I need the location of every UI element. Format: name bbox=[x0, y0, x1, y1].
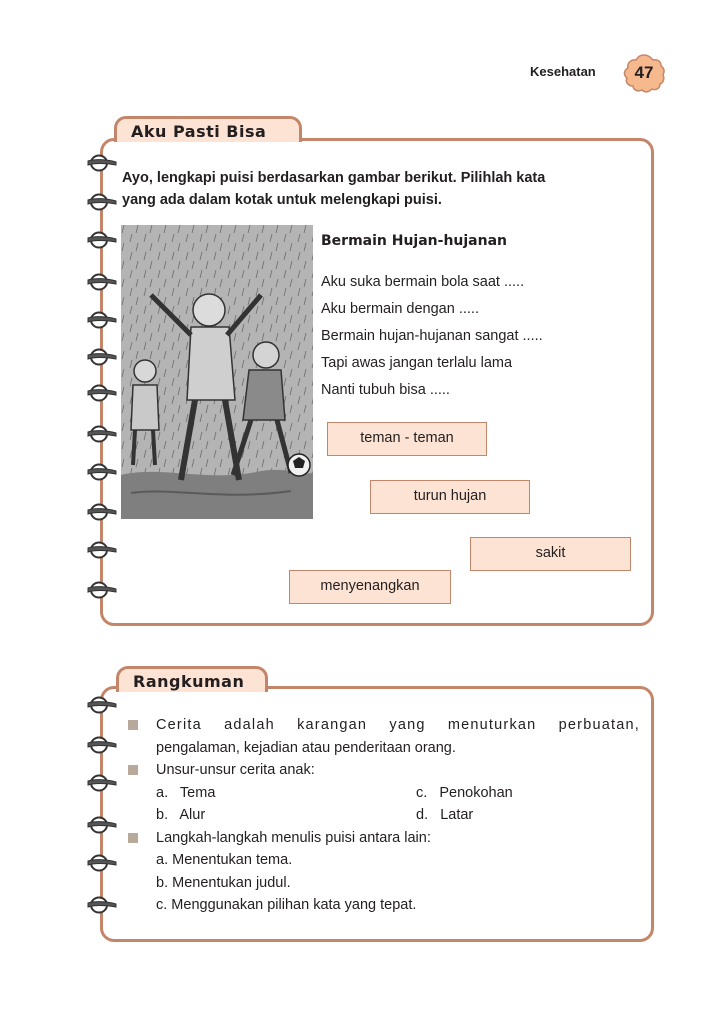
summary-item bbox=[128, 827, 640, 917]
binder-ring-icon bbox=[86, 462, 118, 482]
page-number: 47 bbox=[634, 63, 654, 82]
story-elements-row bbox=[156, 782, 640, 805]
instruction-line: yang ada dalam kotak untuk melengkapi puisi. bbox=[122, 192, 442, 208]
summary-item bbox=[128, 759, 640, 827]
binder-ring-icon bbox=[86, 580, 118, 600]
poem-body bbox=[321, 269, 543, 404]
poem-line: Aku suka bermain bola saat ..... bbox=[321, 274, 525, 290]
element-letter: d. bbox=[416, 807, 429, 823]
poem-step: a. Menentukan tema. bbox=[156, 852, 293, 868]
word-choice-box[interactable]: teman - teman bbox=[327, 422, 487, 456]
binder-ring-icon bbox=[86, 424, 118, 444]
binder-ring-icon bbox=[86, 383, 118, 403]
square-bullet-icon bbox=[128, 833, 138, 843]
binder-ring-icon bbox=[86, 272, 118, 292]
poem-step: b. Menentukan judul. bbox=[156, 874, 291, 891]
poem-line: Bermain hujan-hujanan sangat ..... bbox=[321, 328, 543, 344]
square-bullet-icon bbox=[128, 765, 138, 775]
element-letter: c. bbox=[416, 784, 428, 801]
binder-ring-icon bbox=[86, 153, 118, 173]
element-letter: a. bbox=[156, 784, 169, 801]
summary-text: Unsur-unsur cerita anak: bbox=[156, 762, 315, 778]
page-number-badge bbox=[622, 53, 666, 93]
binder-ring-icon bbox=[86, 853, 118, 873]
summary-text: Langkah-langkah menulis puisi antara lain: bbox=[156, 829, 431, 846]
binder-ring-icon bbox=[86, 735, 118, 755]
summary-tab-title: Rangkuman bbox=[116, 666, 268, 692]
element-text: Tema bbox=[179, 784, 216, 801]
binder-ring-icon bbox=[86, 695, 118, 715]
poem-step: c. Menggunakan pilihan kata yang tepat. bbox=[156, 897, 417, 913]
word-choice-box[interactable]: menyenangkan bbox=[289, 570, 451, 604]
square-bullet-icon bbox=[128, 720, 138, 730]
poem-title: Bermain Hujan-hujanan bbox=[321, 233, 508, 249]
binder-ring-icon bbox=[86, 310, 118, 330]
binder-ring-icon bbox=[86, 773, 118, 793]
element-text: Latar bbox=[440, 807, 474, 823]
binder-ring-icon bbox=[86, 895, 118, 915]
word-choice-box[interactable]: turun hujan bbox=[370, 480, 530, 514]
section-label: Kesehatan bbox=[530, 64, 596, 79]
poem-line: Nanti tubuh bisa ..... bbox=[321, 382, 450, 398]
rain-play-illustration bbox=[121, 225, 313, 519]
summary-text: pengalaman, kejadian atau penderitaan orang. bbox=[156, 739, 456, 756]
activity-instruction bbox=[122, 167, 647, 211]
binder-ring-icon bbox=[86, 540, 118, 560]
activity-tab-title: Aku Pasti Bisa bbox=[114, 116, 302, 142]
binder-ring-icon bbox=[86, 347, 118, 367]
summary-list bbox=[128, 714, 640, 917]
summary-text: Cerita adalah karangan yang menuturkan perbuatan, bbox=[156, 717, 640, 733]
instruction-line: Ayo, lengkapi puisi berdasarkan gambar berikut. Pilihlah kata bbox=[122, 170, 546, 186]
binder-ring-icon bbox=[86, 502, 118, 522]
element-letter: b. bbox=[156, 807, 169, 823]
poem-line: Aku bermain dengan ..... bbox=[321, 301, 479, 317]
binder-ring-icon bbox=[86, 192, 118, 212]
word-choice-box[interactable]: sakit bbox=[470, 537, 631, 571]
element-text: Alur bbox=[179, 807, 206, 823]
binder-ring-icon bbox=[86, 815, 118, 835]
summary-item bbox=[128, 714, 640, 759]
story-elements-row bbox=[156, 804, 640, 827]
poem-line: Tapi awas jangan terlalu lama bbox=[321, 355, 513, 371]
element-text: Penokohan bbox=[439, 784, 513, 801]
binder-ring-icon bbox=[86, 230, 118, 250]
